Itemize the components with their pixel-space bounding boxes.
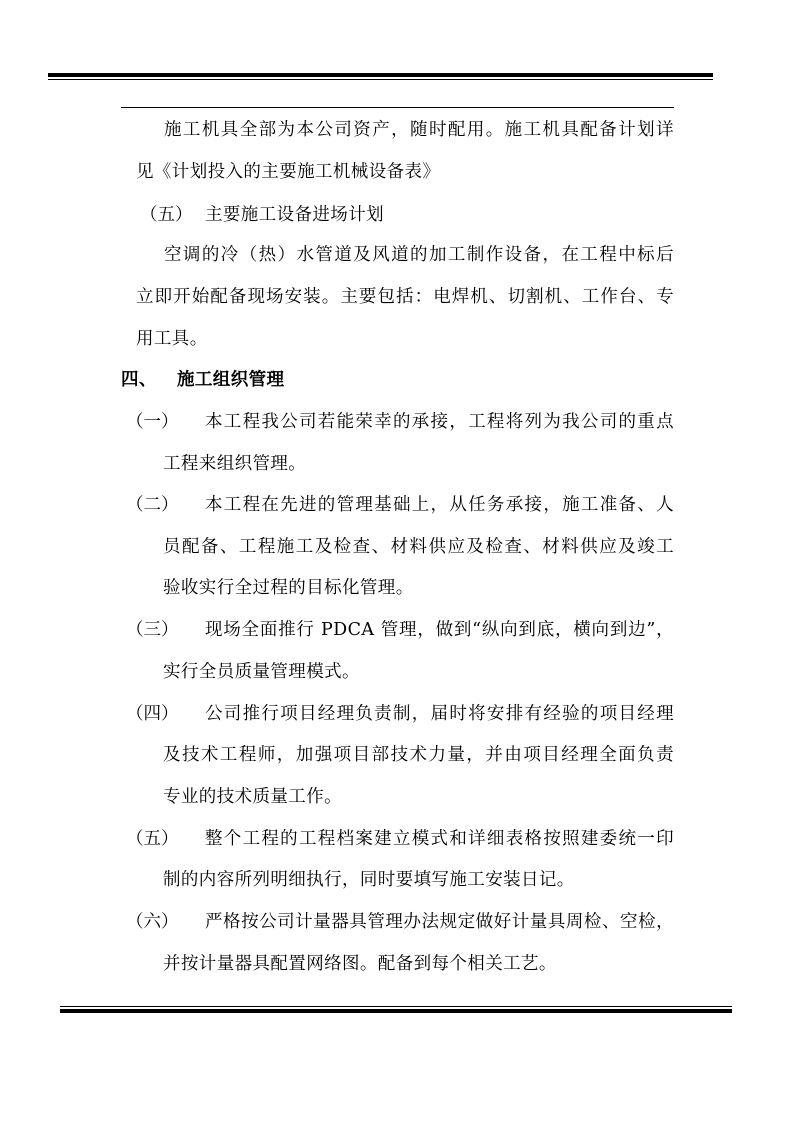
item3-label: （三） bbox=[126, 620, 179, 640]
item6-line2: 并按计量器具配置网络图。配备到每个相关工艺。 bbox=[163, 954, 557, 974]
heading4-title: 施工组织管理 bbox=[177, 370, 285, 390]
header-rule-thin bbox=[48, 79, 713, 80]
item3-line1: 现场全面推行 PDCA 管理，做到“纵向到底，横向到边”， bbox=[205, 620, 674, 640]
header-rule-thick bbox=[48, 73, 713, 77]
sub5-label: （五） bbox=[140, 205, 193, 225]
para2-line2: 立即开始配备现场安装。主要包括：电焊机、切割机、工作台、专 bbox=[136, 287, 674, 307]
footer-rule-thick bbox=[60, 1009, 732, 1013]
para2-line3: 用工具。 bbox=[136, 329, 208, 349]
item3-line2: 实行全员质量管理模式。 bbox=[163, 662, 360, 682]
item2-line3: 验收实行全过程的目标化管理。 bbox=[163, 578, 414, 598]
item6-label: （六） bbox=[126, 912, 179, 932]
header-subrule bbox=[121, 107, 674, 108]
item5-label: （五） bbox=[126, 829, 179, 849]
item2-line1: 本工程在先进的管理基础上，从任务承接，施工准备、人 bbox=[205, 495, 674, 515]
item4-line3: 专业的技术质量工作。 bbox=[163, 787, 342, 807]
item1-line2: 工程来组织管理。 bbox=[163, 454, 307, 474]
footer-rule-thin bbox=[60, 1006, 732, 1007]
item1-label: （一） bbox=[126, 412, 179, 432]
item2-label: （二） bbox=[126, 495, 179, 515]
item1-line1: 本工程我公司若能荣幸的承接，工程将列为我公司的重点 bbox=[205, 412, 674, 432]
para1-line1: 施工机具全部为本公司资产，随时配用。施工机具配备计划详 bbox=[164, 120, 674, 140]
item4-line1: 公司推行项目经理负责制，届时将安排有经验的项目经理 bbox=[205, 704, 674, 724]
item5-line1: 整个工程的工程档案建立模式和详细表格按照建委统一印 bbox=[205, 829, 674, 849]
para1-line2: 见《计划投入的主要施工机械设备表》 bbox=[136, 162, 441, 182]
item2-line2: 员配备、工程施工及检查、材料供应及检查、材料供应及竣工 bbox=[163, 537, 674, 557]
item4-label: （四） bbox=[126, 704, 179, 724]
item4-line2: 及技术工程师，加强项目部技术力量，并由项目经理全面负责 bbox=[163, 745, 674, 765]
item5-line2: 制的内容所列明细执行，同时要填写施工安装日记。 bbox=[163, 870, 575, 890]
sub5-title: 主要施工设备进场计划 bbox=[205, 205, 384, 225]
item6-line1: 严格按公司计量器具管理办法规定做好计量具周检、空检， bbox=[205, 912, 674, 932]
heading4-label: 四、 bbox=[121, 370, 157, 390]
para2-line1: 空调的冷（热）水管道及风道的加工制作设备，在工程中标后 bbox=[164, 245, 674, 265]
